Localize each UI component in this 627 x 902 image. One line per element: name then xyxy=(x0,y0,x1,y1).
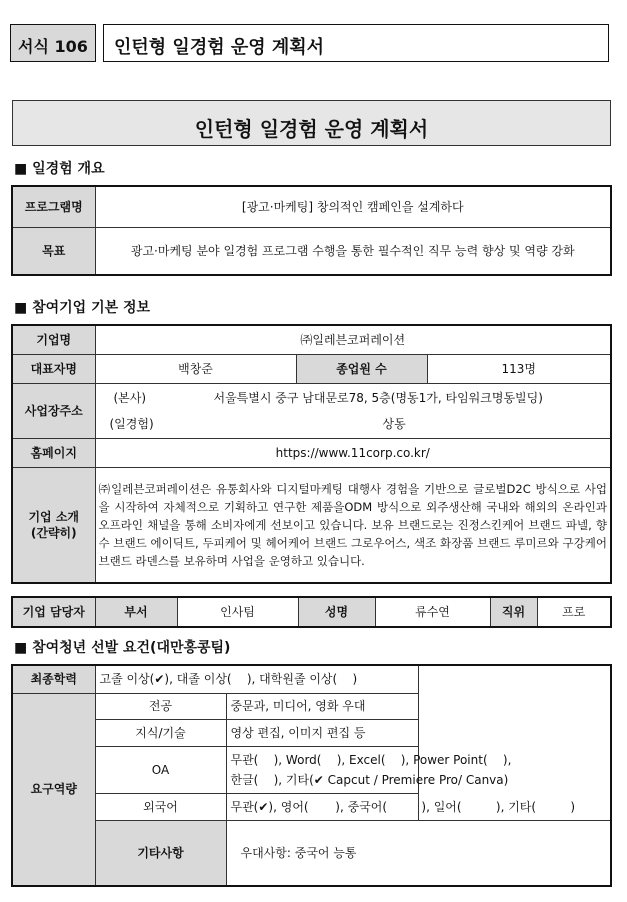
program-name-value: [광고·마케팅] 창의적인 캠페인을 설계하다 xyxy=(95,186,611,227)
banner-title: 인턴형 일경험 운영 계획서 xyxy=(194,117,429,141)
requirements-table xyxy=(11,664,612,887)
oa-value xyxy=(226,746,512,793)
section-company-title: ■ 참여기업 기본 정보 xyxy=(14,300,151,316)
etc-value: 우대사항: 중국어 능통 xyxy=(226,820,611,886)
address-cell xyxy=(95,383,611,438)
ceo-label: 대표자명 xyxy=(12,354,95,383)
homepage-label: 홈페이지 xyxy=(12,438,95,467)
education-label: 최종학력 xyxy=(12,665,95,693)
skill-label: 지식/기술 xyxy=(95,719,226,746)
contact-table xyxy=(11,596,612,628)
dept-label: 부서 xyxy=(95,597,177,627)
major-label: 전공 xyxy=(95,693,226,719)
form-title: 인턴형 일경험 운영 계획서 xyxy=(114,37,325,58)
form-title-box xyxy=(103,24,609,62)
major-value: 중문과, 미디어, 영화 우대 xyxy=(226,693,419,719)
ceo-value: 백창준 xyxy=(95,354,296,383)
employees-label: 종업원 수 xyxy=(296,354,427,383)
oa-line-2: 한글( ), 기타(✔ Capcut / Premiere Pro/ Canva) xyxy=(230,772,509,787)
contact-name-value: 류수연 xyxy=(375,597,490,627)
hq-label: (본사) xyxy=(113,391,147,405)
overview-table xyxy=(11,185,612,276)
contact-label: 기업 담당자 xyxy=(12,597,95,627)
skill-value: 영상 편집, 이미지 편집 등 xyxy=(226,719,419,746)
contact-name-label: 성명 xyxy=(298,597,375,627)
intro-label-line2: (간략히) xyxy=(30,525,77,540)
dept-value: 인사팀 xyxy=(177,597,298,627)
program-name-label: 프로그램명 xyxy=(12,186,95,227)
intro-label xyxy=(12,467,95,583)
etc-label: 기타사항 xyxy=(95,820,226,886)
work-label: (일경험) xyxy=(109,417,154,431)
form-number: 서식 106 xyxy=(18,37,88,56)
company-name-label: 기업명 xyxy=(12,325,95,354)
oa-line-1: 무관( ), Word( ), Excel( ), Power Point( ), xyxy=(230,752,512,767)
company-name-value: ㈜일레븐코퍼레이션 xyxy=(95,325,611,354)
banner-title-box xyxy=(12,100,611,146)
language-value: 무관(✔), 영어( ), 중국어( ), 일어( ), 기타( ) xyxy=(226,793,419,820)
intro-value: ㈜일레븐코퍼레이션은 유통회사와 디지털마케팅 대행사 경험을 기반으로 글로벌D2C 방식으로 사업을 시작하여 자체적으로 기획하고 연구한 제품을ODM 방식으로 외주생산해 국내와 해외의 온라인과 오프라인 채널을 통해 소비자에게 선보이고 있습니다. 보유 브랜드로는 진정스킨케어 브랜드 파넬, 향수 브랜드 에이딕트, 두피케어 및 헤어케어 브랜드 그로우어스, 색조 화장품 브랜드 루미르와 구강케어 브랜드 라덴스를 보유하며 사업을 운영하고 있습니다. xyxy=(95,467,611,583)
employees-value: 113명 xyxy=(427,354,611,383)
form-number-box xyxy=(10,24,96,62)
goal-value: 광고·마케팅 분야 일경험 프로그램 수행을 통한 필수적인 직무 능력 향상 및 역량 강화 xyxy=(95,227,611,275)
hq-address: 서울특별시 중구 남대문로78, 5층(명동1가, 타임워크명동빌딩) xyxy=(213,391,543,405)
homepage-link[interactable]: https://www.11corp.co.kr/ xyxy=(95,438,611,467)
position-label: 직위 xyxy=(490,597,537,627)
competency-label: 요구역량 xyxy=(12,693,95,886)
address-label: 사업장주소 xyxy=(12,383,95,438)
work-address: 상동 xyxy=(382,417,406,431)
section-overview-title: ■ 일경험 개요 xyxy=(14,161,105,177)
intro-label-line1: 기업 소개 xyxy=(28,509,80,524)
company-table xyxy=(11,324,612,584)
position-value: 프로 xyxy=(537,597,611,627)
goal-label: 목표 xyxy=(12,227,95,275)
section-requirements-title: ■ 참여청년 선발 요건(대만홍콩팀) xyxy=(14,640,231,656)
education-value: 고졸 이상(✔), 대졸 이상( ), 대학원졸 이상( ) xyxy=(95,665,419,693)
oa-label: OA xyxy=(95,746,226,793)
language-label: 외국어 xyxy=(95,793,226,820)
